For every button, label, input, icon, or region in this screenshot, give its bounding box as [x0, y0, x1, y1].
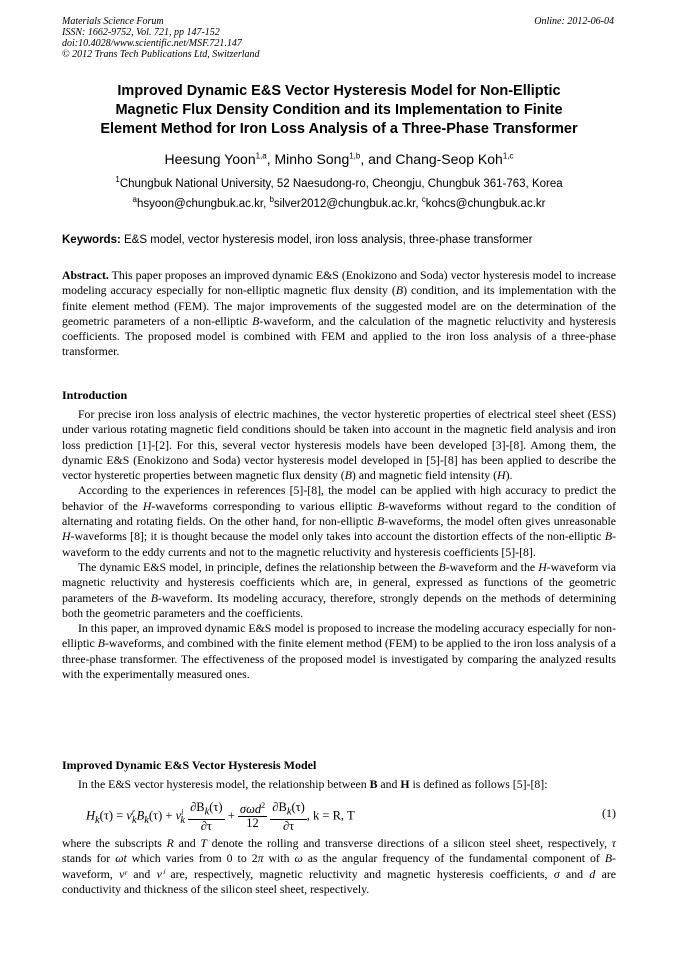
eq-text: +	[162, 808, 176, 823]
section-heading-introduction: Introduction	[62, 388, 128, 402]
email: hsyoon@chungbuk.ac.kr,	[136, 198, 270, 210]
symbol: τ	[611, 836, 616, 850]
symbol: H	[142, 498, 152, 513]
affiliation-marker: 1,b	[349, 151, 361, 161]
text: -waveforms corresponding to various elliptic	[151, 498, 378, 513]
symbol: νʳ	[119, 866, 127, 881]
eq-text: ∂τ	[282, 818, 295, 833]
eq-symbol: k	[204, 806, 210, 818]
symbol: νⁱ	[156, 866, 165, 881]
text: are, respectively, magnetic reluctivity and magnetic hysteresis coefficients,	[164, 866, 554, 881]
eq-symbol: k	[95, 815, 100, 827]
text: According to the experiences in references [5]-[8], the model can be applied with high accuracy to predict the behavior of the	[62, 483, 616, 513]
symbol: B	[438, 559, 446, 574]
eq-text: (τ)	[148, 808, 163, 823]
email: silver2012@chungbuk.ac.kr,	[273, 198, 422, 210]
symbol: ωt	[115, 851, 127, 866]
title-line: Magnetic Flux Density Condition and its Implementation to Finite	[115, 102, 563, 118]
text: The dynamic E&S model, in principle, defines the relationship between the	[78, 559, 439, 574]
symbol: π	[257, 851, 264, 866]
text: is defined as follows [5]-[8]:	[409, 777, 548, 791]
fraction: $\frac{\partial B_k(\tau)}{\partial\tau}$	[190, 800, 223, 833]
text: -waveform to the eddy currents and not to the magnetic reluctivity and hysteresis coefficients [5]-[8].	[62, 529, 616, 559]
text: and	[173, 836, 201, 850]
abstract-text: -waveform, and the calculation of the magnetic reluctivity and hysteresis coefficients. The proposed model is combined with FEM and applied to the iron loss analysis of a three-phase transformer.	[62, 313, 617, 359]
paragraph	[62, 836, 616, 897]
text: as the angular frequency of the fundamental component of	[302, 851, 605, 866]
symbol: ω	[294, 851, 303, 866]
paragraph	[62, 407, 616, 483]
text: -waveform,	[62, 851, 616, 881]
eq-symbol: ν	[126, 808, 132, 823]
text: stands for	[62, 851, 116, 866]
eq-symbol: k	[132, 815, 137, 827]
paragraph	[62, 483, 616, 559]
text: -waveform via magnetic reluctivity and hysteresis coefficients which are, in general, expressed as functions of the geometric parameters of the	[62, 559, 616, 605]
abstract	[62, 268, 616, 360]
paper-title	[62, 82, 616, 139]
eq-text: (τ) =	[99, 808, 127, 823]
equation-number: (1)	[602, 806, 616, 820]
eq-symbol: 2	[261, 801, 266, 811]
eq-text: ∂τ	[200, 818, 212, 833]
affiliation-marker: 1,a	[255, 151, 267, 161]
text: and	[377, 777, 401, 791]
title-line: Improved Dynamic E&S Vector Hysteresis Model for Non-Elliptic	[117, 83, 561, 99]
section-heading-model: Improved Dynamic E&S Vector Hysteresis Model	[62, 758, 317, 772]
text: with	[263, 851, 295, 866]
text: which varies from 0 to 2	[126, 851, 258, 866]
abstract-label: Abstract.	[62, 268, 109, 282]
fraction	[238, 803, 267, 830]
text: -waveforms, the model often gives unreasonable	[384, 514, 617, 529]
eq-symbol: i	[181, 807, 184, 817]
fraction: $\frac{\partial B_k(\tau)}{\partial\tau}$	[272, 800, 305, 833]
text: and	[559, 866, 590, 881]
abstract-text: ) condition, and its implementation with the finite element method (FEM). The major improvements of the suggested model are on the determination of the geometric parameters of a non-elliptic	[62, 283, 616, 328]
text: ).	[505, 468, 513, 483]
text: -waveforms [8]; it is thought because the model only takes into account the distortion effects of the non-elliptic	[70, 529, 605, 544]
text: -waveforms, and combined with the finite element method (FEM) to be applied to the iron loss analysis of a three-phase transformer. The effectiveness of the proposed model is investigated by comparing the analyzed results with the experimentally measured ones.	[62, 636, 616, 682]
model-intro	[62, 777, 616, 792]
keywords-label: Keywords:	[62, 234, 121, 246]
eq-text: +	[227, 808, 238, 823]
issn: ISSN: 1662-9752, Vol. 721, pp 147-152	[62, 27, 220, 38]
introduction-body	[62, 407, 616, 682]
email-list	[62, 197, 616, 212]
symbol: B	[344, 468, 352, 483]
text: where the subscripts	[62, 836, 167, 850]
eq-symbol: ν	[175, 808, 182, 823]
symbol: T	[200, 836, 207, 850]
text: -waveforms without regard to the condition of alternating and rotating fields. On the other hand, for non-elliptic	[62, 498, 617, 529]
separator: ,	[266, 151, 275, 167]
text: are conductivity and thickness of the silicon steel sheet, respectively.	[62, 866, 616, 896]
author-list	[62, 150, 616, 168]
symbol: B	[369, 777, 378, 791]
eq-symbol: r	[131, 807, 135, 817]
equation-1	[86, 801, 616, 831]
eq-symbol: k	[144, 815, 149, 827]
doi: doi:10.4028/www.scientific.net/MSF.721.147	[62, 38, 242, 49]
symbol: R	[166, 836, 174, 850]
affiliation-text: Chungbuk National University, 52 Naesudong-ro, Cheongju, Chungbuk 361-763, Korea	[119, 178, 563, 190]
text: and	[126, 866, 157, 881]
text: -waveform. Its modeling accuracy, therefore, strongly depends on the methods of determining both the geometric parameters and the coefficients.	[62, 590, 616, 620]
online-date: Online: 2012-06-04	[534, 16, 614, 27]
model-body	[62, 836, 616, 897]
journal-name: Materials Science Forum	[62, 16, 164, 27]
symbol: H	[497, 468, 506, 483]
journal-meta	[62, 16, 260, 60]
affiliation-marker: 1	[115, 175, 120, 185]
symbol: H	[538, 559, 547, 574]
eq-symbol: H	[86, 808, 96, 823]
text: In the E&S vector hysteresis model, the relationship between	[78, 777, 370, 791]
author-name: Heesung Yoon	[164, 151, 256, 167]
email: kohcs@chungbuk.ac.kr	[425, 198, 546, 210]
title-line: Element Method for Iron Loss Analysis of a Three-Phase Transformer	[100, 121, 578, 137]
affiliation	[62, 177, 616, 192]
symbol: B	[395, 283, 404, 298]
symbol: B	[252, 313, 260, 328]
author-name: Chang-Seop Koh	[395, 151, 503, 167]
symbol: B	[150, 590, 159, 605]
symbol: B	[604, 851, 613, 866]
symbol: H	[62, 529, 71, 544]
copyright: © 2012 Trans Tech Publications Ltd, Switzerland	[62, 49, 260, 60]
author-name: Minho Song	[274, 151, 350, 167]
separator: , and	[360, 151, 396, 167]
symbol: B	[377, 498, 385, 513]
abstract-text: This paper proposes an improved dynamic E&S (Enokizono and Soda) vector hysteresis model to increase modeling accuracy especially for non-elliptic magnetic flux density (	[62, 268, 616, 298]
text: For precise iron loss analysis of electric machines, the vector hysteretic properties of electrical steel sheet (ESS) under various rotating magnetic field conditions should be taken into account in the magnetic field analysis and iron loss prediction [1]-[2]. For this, several vector hysteresis models have been developed [3]-[8]. Among them, the dynamic E&S (Enokizono and Soda) vector hysteresis model developed in [5]-[8] has been applied to describe the vector hysteretic properties between magnetic flux density (	[62, 407, 616, 483]
text: ) and magnetic field intensity (	[351, 468, 498, 483]
eq-text: 12	[246, 816, 259, 831]
email-marker: a	[132, 195, 137, 205]
eq-symbol: σωd	[239, 802, 262, 817]
text: In this paper, an improved dynamic E&S model is proposed to increase the modeling accuracy especially for non-elliptic	[62, 621, 616, 651]
paragraph	[62, 560, 616, 621]
paragraph	[62, 777, 616, 792]
keywords-text: E&S model, vector hysteresis model, iron loss analysis, three-phase transformer	[120, 234, 533, 246]
eq-text: , k = R, T	[306, 808, 355, 823]
eq-symbol: k	[180, 815, 185, 827]
eq-symbol: B	[136, 808, 145, 823]
paragraph	[62, 621, 616, 682]
text: -waveform and the	[445, 559, 539, 574]
symbol: B	[604, 529, 613, 544]
email-marker: c	[421, 195, 426, 205]
eq-symbol: k	[286, 806, 292, 818]
keywords	[62, 233, 616, 248]
symbol: B	[376, 514, 385, 529]
symbol: H	[400, 777, 410, 791]
eq-text: ∂B	[272, 800, 287, 814]
text: denote the rolling and transverse directions of a silicon steel sheet, respectively,	[206, 836, 612, 850]
symbol: d	[589, 866, 596, 881]
symbol: B	[97, 636, 105, 651]
eq-text: ∂B	[190, 800, 205, 814]
affiliation-marker: 1,c	[502, 151, 514, 161]
email-marker: b	[269, 195, 274, 205]
symbol: σ	[553, 866, 560, 881]
